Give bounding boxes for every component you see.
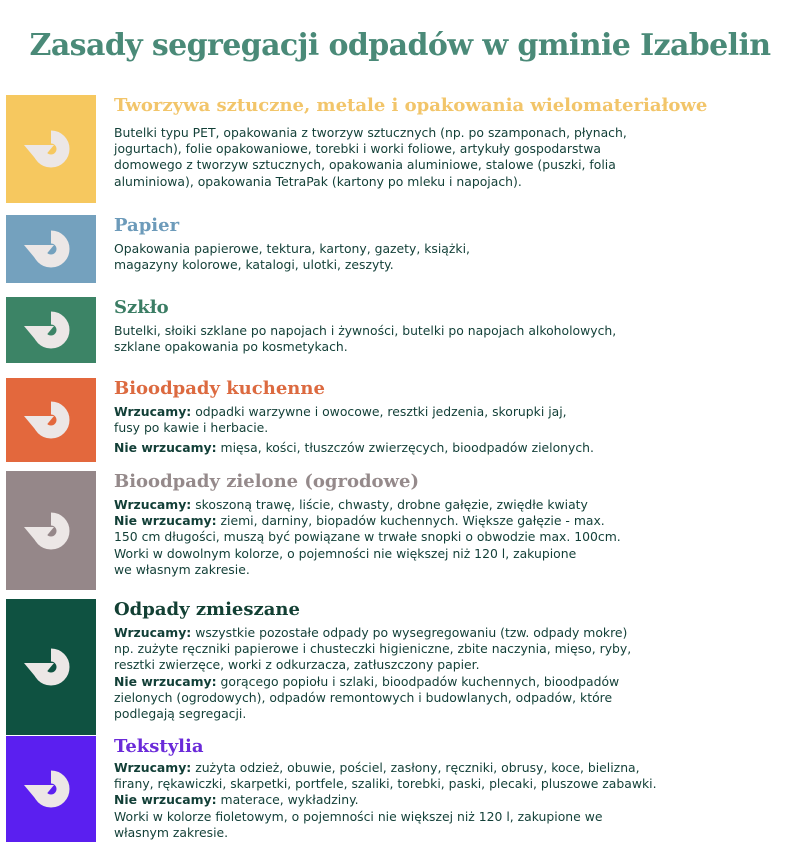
recycle-arrow-icon [21,501,81,561]
description-line: domowego z tworzyw sztucznych, opakowania aluminiowe, stalowe (puszki, folia [114,157,616,173]
recycle-arrow-icon [21,759,81,819]
description-line: Butelki typu PET, opakowania z tworzyw sztucznych (np. po szamponach, płynach, [114,125,627,140]
bin-color-swatch [6,95,96,203]
do-not-throw-text: gorącego popiołu i szlaki, bioodpadów kuchennych, bioodpadów [216,673,620,689]
section-heading: Bioodpady kuchenne [114,378,325,399]
do-not-throw-line [114,674,774,690]
do-not-throw-label: Nie wrzucamy: [114,673,217,689]
section-heading: Tworzywa sztuczne, metale i opakowania wielomateriałowe [114,95,708,116]
do-not-throw-label: Nie wrzucamy: [114,513,217,529]
section-content [114,297,774,355]
description-line: magazyny kolorowe, katalogi, ulotki, zeszyty. [114,257,394,273]
extra-info-line: własnym zakresie. [114,824,229,840]
recycle-arrow-icon [21,300,81,360]
recycle-arrow-icon [21,390,81,450]
do-not-throw-line [114,792,774,808]
throw-in-text: zużyta odzież, obuwie, pościel, zasłony, ręczniki, obrusy, koce, bielizna, [191,760,640,775]
do-not-throw-line: zielonych (ogrodowych), odpadów remontowych i budowlanych, odpadów, które [114,689,613,705]
do-not-throw-text: ziemi, darniny, biopadów kuchennych. Większe gałęzie - max. [216,513,605,529]
do-not-throw-line: 150 cm długości, muszą być powiązane w trwałe snopki o obwodzie max. 100cm. [114,529,621,545]
do-not-throw-text: mięsa, kości, tłuszczów zwierzęcych, bioodpadów zielonych. [216,440,594,456]
section-content [114,736,774,841]
do-not-throw-line: podlegają segregacji. [114,706,247,722]
do-not-throw-line: we własnym zakresie. [114,561,250,577]
page-title: Zasady segregacji odpadów w gminie Izabelin [29,28,771,63]
bin-color-swatch [6,599,96,735]
do-not-throw-line: Worki w dowolnym kolorze, o pojemności nie większej niż 120 l, zakupione [114,545,577,561]
description-line: Butelki, słoiki szklane po napojach i żywności, butelki po napojach alkoholowych, [114,323,617,338]
extra-info-line: Worki w kolorze fioletowym, o pojemności nie większej niż 120 l, zakupione we [114,808,603,824]
section-heading: Szkło [114,297,169,318]
throw-in-line [114,625,774,641]
section-heading: Tekstylia [114,736,204,757]
throw-in-line [114,497,774,513]
section-content [114,471,774,578]
throw-in-line: firany, rękawiczki, skarpetki, portfele, szaliki, torebki, paski, plecaki, pluszowe zabawki. [114,776,657,792]
bin-color-swatch [6,471,96,590]
bin-color-swatch [6,297,96,363]
description-line: Opakowania papierowe, tektura, kartony, gazety, książki, [114,241,470,256]
throw-in-line [114,404,774,420]
bin-color-swatch [6,215,96,283]
recycle-arrow-icon [21,119,81,179]
throw-in-line: fusy po kawie i herbacie. [114,420,269,436]
do-not-throw-text: materace, wykładziny. [216,792,359,808]
throw-in-text: wszystkie pozostałe odpady po wysegregowaniu (tzw. odpady mokre) [191,625,628,640]
throw-in-label: Wrzucamy: [114,404,192,419]
throw-in-line: resztki zwierzęce, worki z odkurzacza, zatłuszczony papier. [114,657,480,673]
recycle-arrow-icon [21,219,81,279]
bin-color-swatch [6,736,96,842]
do-not-throw-line [114,513,774,529]
do-not-throw-line [114,440,774,456]
section-heading: Bioodpady zielone (ogrodowe) [114,471,420,492]
description-line: jogurtach), folie opakowaniowe, torebki i worki foliowe, artykuły gospodarstwa [114,141,601,157]
throw-in-label: Wrzucamy: [114,760,192,775]
section-heading: Odpady zmieszane [114,599,300,620]
section-content [114,95,774,190]
description-line: szklane opakowania po kosmetykach. [114,339,348,355]
section-content [114,599,774,722]
throw-in-line: np. zużyte ręczniki papierowe i chusteczki higieniczne, zbite naczynia, mięso, ryby, [114,641,632,657]
section-content [114,378,774,457]
throw-in-label: Wrzucamy: [114,497,192,512]
throw-in-text: skoszoną trawę, liście, chwasty, drobne gałęzie, zwiędłe kwiaty [191,497,588,512]
do-not-throw-label: Nie wrzucamy: [114,792,217,808]
section-heading: Papier [114,215,180,236]
description-line: aluminiowa), opakowania TetraPak (kartony po mleku i napojach). [114,173,522,189]
bin-color-swatch [6,378,96,462]
throw-in-label: Wrzucamy: [114,625,192,640]
throw-in-line [114,760,774,776]
do-not-throw-label: Nie wrzucamy: [114,440,217,456]
throw-in-text: odpadki warzywne i owocowe, resztki jedzenia, skorupki jaj, [191,404,567,419]
recycle-arrow-icon [21,637,81,697]
section-content [114,215,774,273]
